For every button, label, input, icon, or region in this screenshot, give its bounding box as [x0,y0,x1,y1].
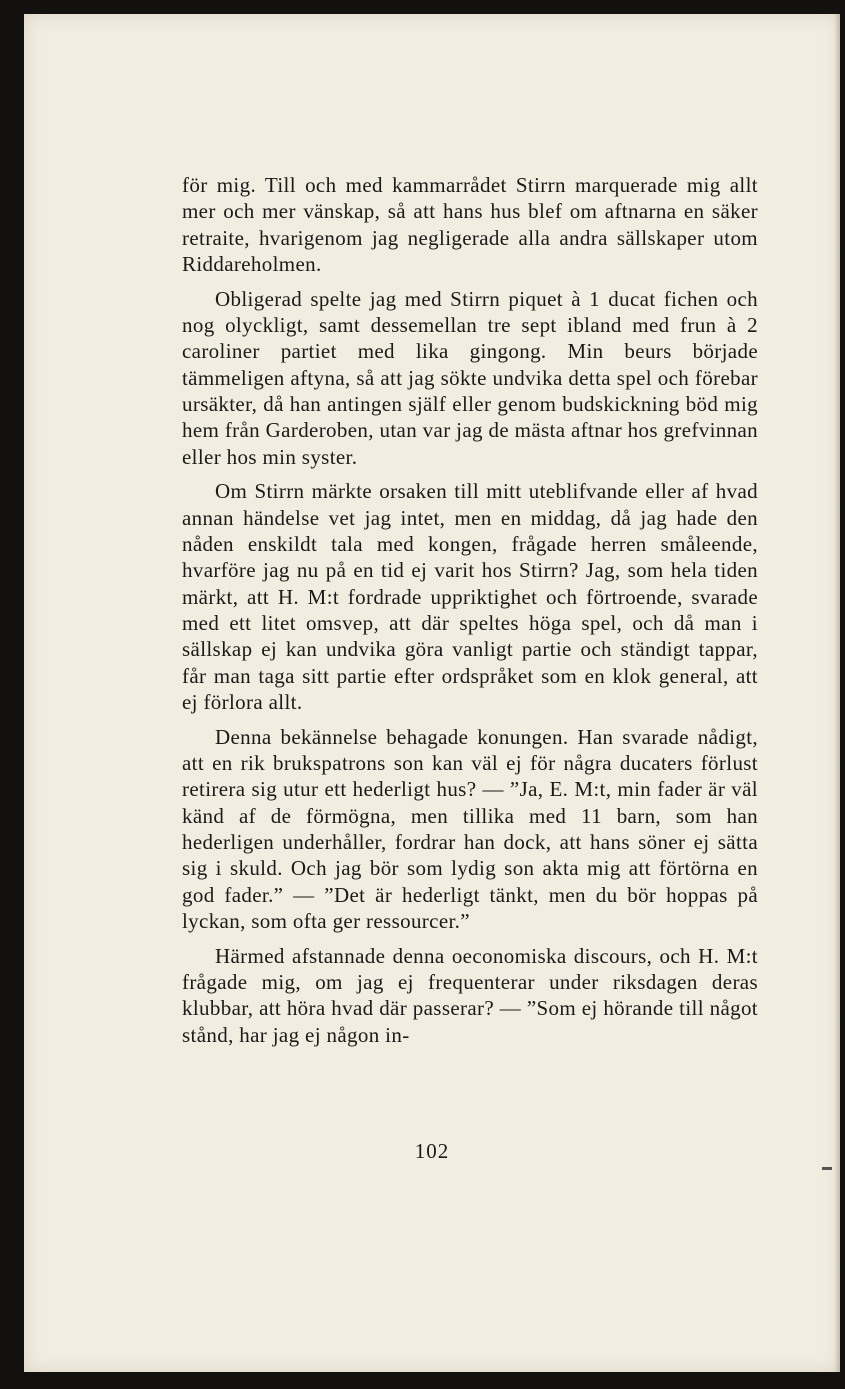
paragraph-3: Om Stirrn märkte orsaken till mitt uteblifvande eller af hvad annan händelse vet jag intet, men en middag, då jag hade den nåden enskildt tala med kongen, frågade herren småleende, hvarföre jag nu på en tid ej varit hos Stirrn? Jag, som hela tiden märkt, att H. M:t fordrade uppriktighet och förtroende, svarade med ett litet omsvep, att där speltes höga spel, och då man i sällskap ej kan undvika göra vanligt partie och ständigt tappar, får man taga sitt partie efter ordspråket som en klok general, att ej förlora allt. [182,479,758,714]
paragraph-1: för mig. Till och med kammarrådet Stirrn marquerade mig allt mer och mer vänskap, så att hans hus blef om aftnarna en säker retraite, hvarigenom jag negligerade alla andra sällskaper utom Riddareholmen. [182,173,758,276]
paragraph-5: Härmed afstannade denna oeconomiska discours, och H. M:t frågade mig, om jag ej frequenterar under riksdagen deras klubbar, att höra hvad där passerar? — ”Som ej hörande till något stånd, har jag ej någon in- [182,943,758,1047]
page-number: 102 [414,1139,450,1163]
paragraph-4: Denna bekännelse behagade konungen. Han svarade nådigt, att en rik brukspatrons son kan väl ej för några ducaters förlust retirera sig utur ett hederligt hus? — ”Ja, E. M:t, min fader är väl känd af de förmögna, men tillika med 11 barn, som han hederligen underhåller, fordrar han dock, att hans söner ej sätta sig i skuld. Och jag bör som lydig son akta mig att förtörna en god fader.” — ”Det är hederligt tänkt, men du bör hoppas på lyckan, som ofta ger ressourcer.” [182,724,758,933]
page-edge-mark [822,1167,832,1170]
body-text [182,172,758,1056]
book-page [24,14,840,1372]
paragraph-2: Obligerad spelte jag med Stirrn piquet à 1 ducat fichen och nog olyckligt, samt dessemellan tre sept ibland med frun à 2 caroliner partiet med lika gingong. Min beurs började tämmeligen aftyna, så att jag sökte undvika detta spel och förebar ursäkter, då han antingen själf eller genom budskickning böd mig hem från Garderoben, utan var jag de mästa aftnar hos grefvinnan eller hos min syster. [182,286,758,469]
